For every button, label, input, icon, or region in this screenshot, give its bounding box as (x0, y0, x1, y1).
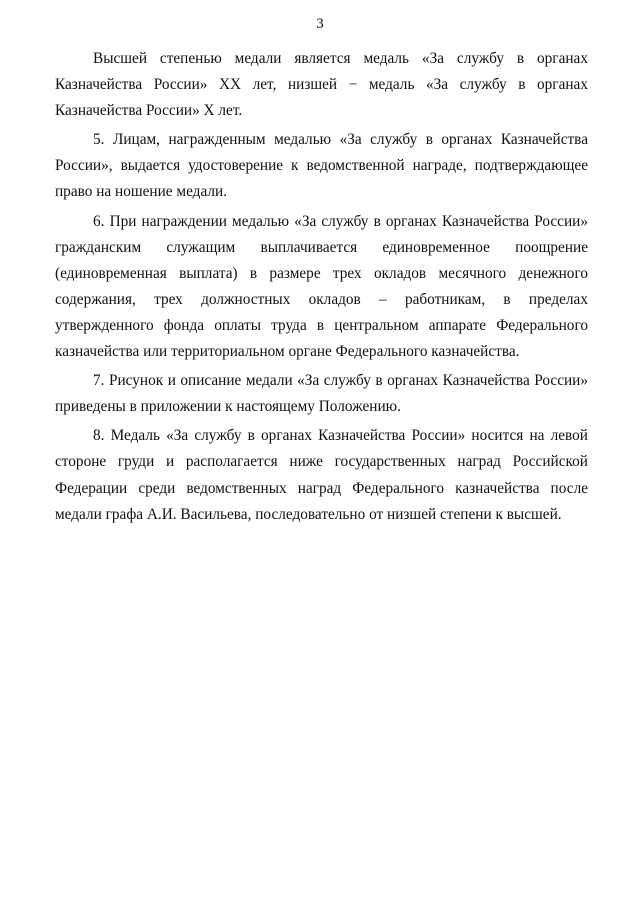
paragraph-5-certificate: 5. Лицам, награжденным медалью «За службу в органах Казначейства России», выдается удостоверение к ведомственной награде, подтверждающее право на ношение медали. (55, 131, 588, 201)
paragraph-8-wearing: 8. Медаль «За службу в органах Казначейства России» носится на левой стороне груди и располагается ниже государственных наград Российской Федерации среди ведомственных наград Федерального казначейства после медали графа А.И. Васильева, последовательно от низшей степени к высшей. (55, 427, 588, 523)
paragraph-7-appendix: 7. Рисунок и описание медали «За службу в органах Казначейства России» приведены в приложении к настоящему Положению. (55, 372, 588, 416)
page-number: 3 (316, 16, 324, 32)
paragraph-highest-degree: Высшей степенью медали является медаль «За службу в органах Казначейства России» XX лет, низшей − медаль «За службу в органах Казначейства России» X лет. (55, 50, 588, 120)
document-body (55, 46, 588, 531)
paragraph-6-payment: 6. При награждении медалью «За службу в органах Казначейства России» гражданским служащим выплачивается единовременное поощрение (единовременная выплата) в размере трех окладов месячного денежного содержания, трех должностных окладов – работникам, в пределах утвержденного фонда оплаты труда в центральном аппарате Федерального казначейства или территориальном органе Федерального казначейства. (55, 212, 588, 361)
